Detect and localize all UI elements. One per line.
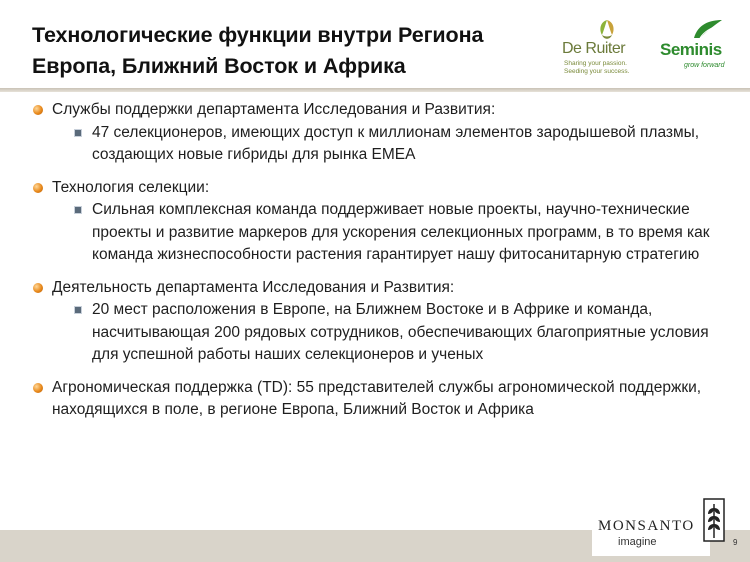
seminis-leaf-icon <box>690 18 724 40</box>
monsanto-name: MONSANTO <box>598 518 695 534</box>
seminis-logo <box>660 18 740 80</box>
slide-title <box>32 20 483 82</box>
sub-bullet-item <box>52 199 710 267</box>
sub-bullet-text: 47 селекционеров, имеющих доступ к миллионам элементов зародышевой плазмы, создающих новые гибриды для рынка ЕМЕА <box>92 123 700 163</box>
monsanto-logo <box>592 496 710 556</box>
sub-bullet-item <box>52 299 710 367</box>
deruiter-tagline-line2: Seeding your success. <box>564 68 630 75</box>
seminis-name: Seminis <box>660 40 722 59</box>
deruiter-tagline-line1: Sharing your passion. <box>564 60 627 67</box>
bullet-text: Службы поддержки департамента Исследования и Развития: <box>52 101 496 118</box>
slide-title-line2: Европа, Ближний Восток и Африка <box>32 54 406 78</box>
seminis-tagline: grow forward <box>684 62 725 69</box>
square-bullet-icon <box>74 129 82 137</box>
wheat-icon <box>703 498 725 542</box>
square-bullet-icon <box>74 206 82 214</box>
bullet-list <box>30 99 710 422</box>
bullet-item <box>30 177 710 267</box>
deruiter-tagline <box>564 60 629 76</box>
slide-title-line1: Технологические функции внутри Региона <box>32 23 484 47</box>
page-number: 9 <box>733 538 738 547</box>
bullet-text: Агрономическая поддержка (TD): 55 представителей службы агрономической поддержки, находящихся в поле, в регионе Европа, Ближний Восток и Африка <box>52 378 702 418</box>
monsanto-tagline: imagine <box>618 536 657 548</box>
sub-bullet-text: Сильная комплексная команда поддерживает новые проекты, научно-технические проекты и развитие маркеров для ускорения селекционных программ, в то время как команда жизнеспособности растения гарантирует нашу фитосанитарную стратегию <box>92 201 710 263</box>
bullet-item <box>30 99 710 167</box>
bullet-item <box>30 377 710 422</box>
header-divider <box>0 88 750 92</box>
sub-bullet-text: 20 мест расположения в Европе, на Ближнем Востоке и в Африке и команда, насчитывающая 200 рядовых сотрудников, обеспечивающих благоприятные условия для успешной работы наших селекционеров и ученых <box>92 301 709 363</box>
orange-bullet-icon <box>33 383 43 393</box>
bullet-item <box>30 277 710 367</box>
bullet-text: Технология селекции: <box>52 178 210 196</box>
deruiter-logo <box>560 18 650 80</box>
orange-bullet-icon <box>33 105 43 115</box>
sub-bullet-item <box>52 122 710 167</box>
bullet-text: Деятельность департамента Исследования и Развития: <box>52 278 455 296</box>
orange-bullet-icon <box>33 283 43 293</box>
deruiter-leaf-icon <box>596 18 618 42</box>
orange-bullet-icon <box>33 183 43 193</box>
deruiter-name: De Ruiter <box>562 40 626 57</box>
square-bullet-icon <box>74 306 82 314</box>
